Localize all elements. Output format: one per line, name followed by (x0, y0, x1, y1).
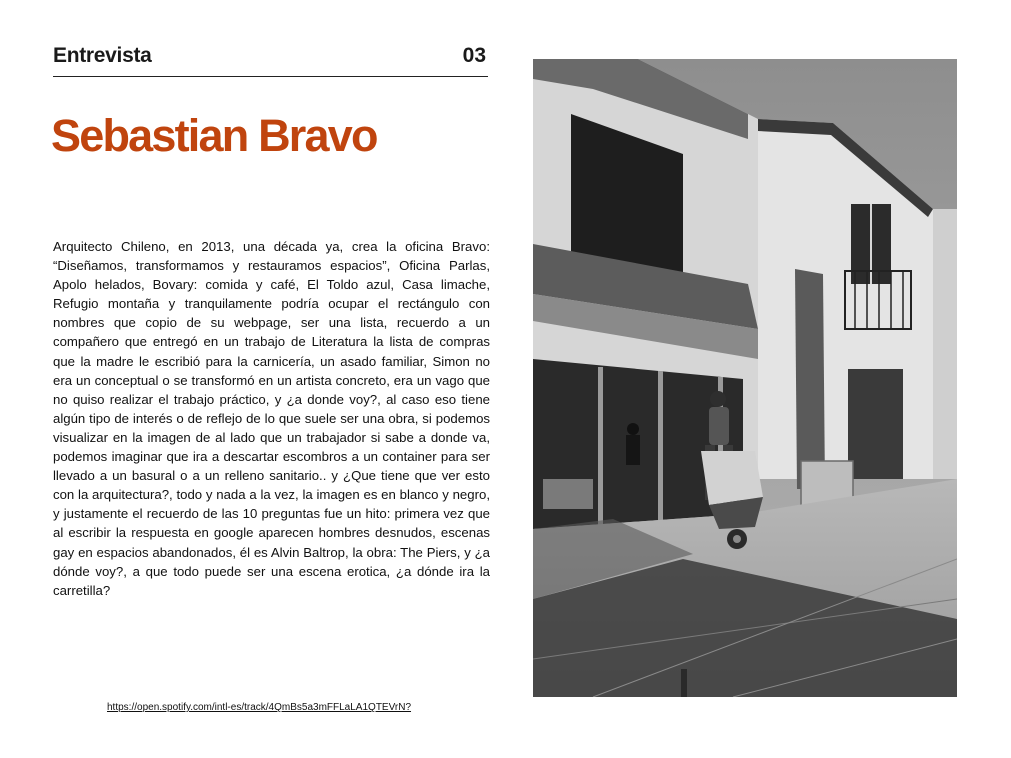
article-body: Arquitecto Chileno, en 2013, una década ya, crea la oficina Bravo: “Diseñamos, transformamos y restauramos espacios”, Oficina Parlas, Apolo helados, Bovary: comida y café, El Toldo azul, Casa limache, Refugio montaña y tranquilamente podría ocupar el rectángulo con nombres que copio de su webpage, ser una lista, recuerdo a un compañero que entregó en un trabajo de Literatura la lista de compras que la madre le escribió para la carnicería, un asado familiar, Simon no era un conceptual o se transformó en un artista concreto, era un vago que no quiso realizar el trabajo práctico, y ¿a donde voy?, al caso eso tiene algún tipo de interés o de reflejo de lo que suele ser una obra, si podemos visualizar en la imagen de al lado que un trabajador si sabe a donde va, podemos imaginar que ira a descartar escombros a un container para ser llevado a un basural o a un relleno sanitario.. y ¿Que tiene que ver esto con la arquitectura?, todo y nada a la vez, la imagen es en blanco y negro, y justamente el recuerdo de las 10 preguntas fue un hito: primera vez que al escribir la respuesta en google aparecen hombres desnudos, escenas gay en espacios abandonados, él es Alvin Baltrop, la obra: The Piers, y ¿a dónde voy?, a que todo puede ser una escena erotica, ¿a dónde ira la carretilla? (53, 239, 490, 598)
spotify-link[interactable]: https://open.spotify.com/intl-es/track/4QmBs5a3mFFLaLA1QTEVrN? (107, 702, 412, 713)
page-number: 03 (462, 44, 486, 67)
page-header (53, 44, 488, 77)
section-label: Entrevista (53, 44, 152, 67)
photo-illustration (533, 59, 957, 697)
building-renovation-photo (533, 59, 957, 697)
page-title: Sebastian Bravo (51, 110, 377, 161)
